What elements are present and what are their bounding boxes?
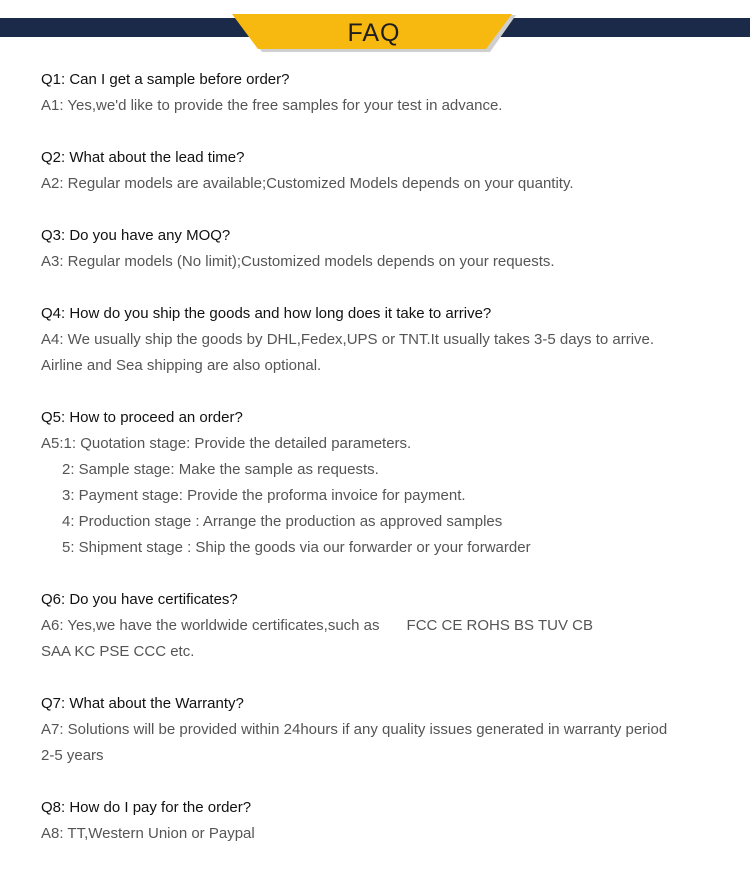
faq-item-4 bbox=[41, 301, 721, 379]
faq-item-6 bbox=[41, 587, 721, 665]
answer-5-line-5: 5: Shipment stage : Ship the goods via our forwarder or your forwarder bbox=[62, 539, 531, 556]
question-2: Q2: What about the lead time? bbox=[41, 149, 245, 166]
answer-8-line-1: A8: TT,Western Union or Paypal bbox=[41, 825, 255, 842]
question-1: Q1: Can I get a sample before order? bbox=[41, 71, 290, 88]
question-8: Q8: How do I pay for the order? bbox=[41, 799, 252, 816]
question-3: Q3: Do you have any MOQ? bbox=[41, 227, 231, 244]
answer-7-line-2: 2-5 years bbox=[41, 747, 104, 764]
answer-3-line-1: A3: Regular models (No limit);Customized models depends on your requests. bbox=[41, 253, 555, 270]
answer-5-line-4: 4: Production stage : Arrange the production as approved samples bbox=[62, 513, 503, 530]
faq-header-banner bbox=[0, 0, 750, 60]
faq-list bbox=[41, 67, 721, 873]
answer-5-line-2: 2: Sample stage: Make the sample as requests. bbox=[62, 461, 379, 478]
faq-item-8 bbox=[41, 795, 721, 847]
answer-4-line-2: Airline and Sea shipping are also optional. bbox=[41, 357, 322, 374]
page-title: FAQ bbox=[347, 19, 401, 47]
answer-2-line-1: A2: Regular models are available;Customized Models depends on your quantity. bbox=[41, 175, 574, 192]
faq-item-2 bbox=[41, 145, 721, 197]
question-6: Q6: Do you have certificates? bbox=[41, 591, 238, 608]
answer-7-line-1: A7: Solutions will be provided within 24hours if any quality issues generated in warranty period bbox=[41, 721, 668, 738]
faq-item-3 bbox=[41, 223, 721, 275]
answer-6-line-1 bbox=[41, 613, 721, 639]
faq-item-5 bbox=[41, 405, 721, 561]
answer-6-line-2: SAA KC PSE CCC etc. bbox=[41, 643, 195, 660]
answer-5-line-3: 3: Payment stage: Provide the proforma invoice for payment. bbox=[62, 487, 466, 504]
answer-1-line-1: A1: Yes,we'd like to provide the free samples for your test in advance. bbox=[41, 97, 503, 114]
question-4: Q4: How do you ship the goods and how long does it take to arrive? bbox=[41, 305, 492, 322]
question-7: Q7: What about the Warranty? bbox=[41, 695, 244, 712]
answer-6-certificates: FCC CE ROHS BS TUV CB bbox=[406, 617, 593, 634]
answer-6-intro: A6: Yes,we have the worldwide certificates,such as bbox=[41, 617, 380, 634]
question-5: Q5: How to proceed an order? bbox=[41, 409, 243, 426]
answer-4-line-1: A4: We usually ship the goods by DHL,Fedex,UPS or TNT.It usually takes 3-5 days to arrive. bbox=[41, 331, 655, 348]
faq-item-7 bbox=[41, 691, 721, 769]
answer-5-line-1: A5:1: Quotation stage: Provide the detailed parameters. bbox=[41, 435, 412, 452]
faq-item-1 bbox=[41, 67, 721, 119]
